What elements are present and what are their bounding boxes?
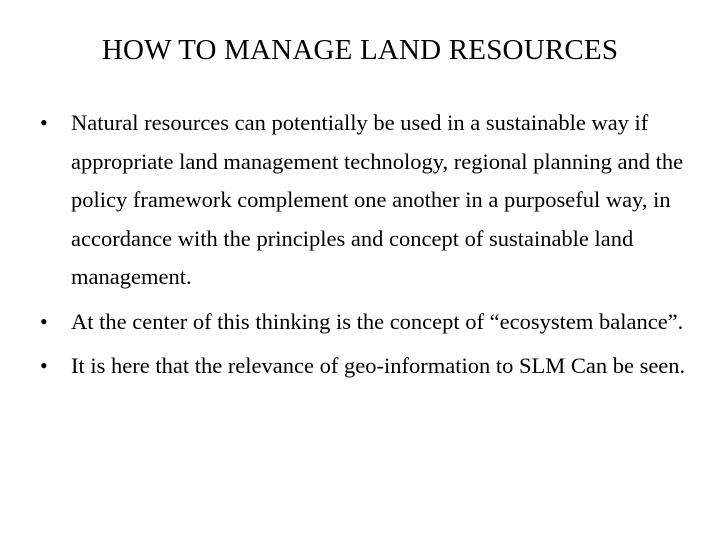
bullet-point-icon: • [40, 110, 48, 135]
bullet-text: At the center of this thinking is the concept of “ecosystem balance”. [71, 308, 684, 334]
slide-title: HOW TO MANAGE LAND RESOURCES [101, 34, 619, 66]
bullet-text: Natural resources can potentially be used in a sustainable way if appropriate land management technology, regional planning and the policy framework complement one another in a purposeful way, in accordance with the principles and concept of sustainable land management. [71, 110, 684, 289]
bullet-text: It is here that the relevance of geo-information to SLM Can be seen. [71, 353, 686, 378]
bullet-item-3 [40, 347, 700, 386]
bullet-point-icon: • [40, 353, 48, 378]
bullet-item-2 [40, 303, 700, 342]
bullet-item-1 [40, 104, 700, 297]
bullet-point-icon: • [40, 308, 48, 334]
bullet-list [40, 104, 700, 392]
